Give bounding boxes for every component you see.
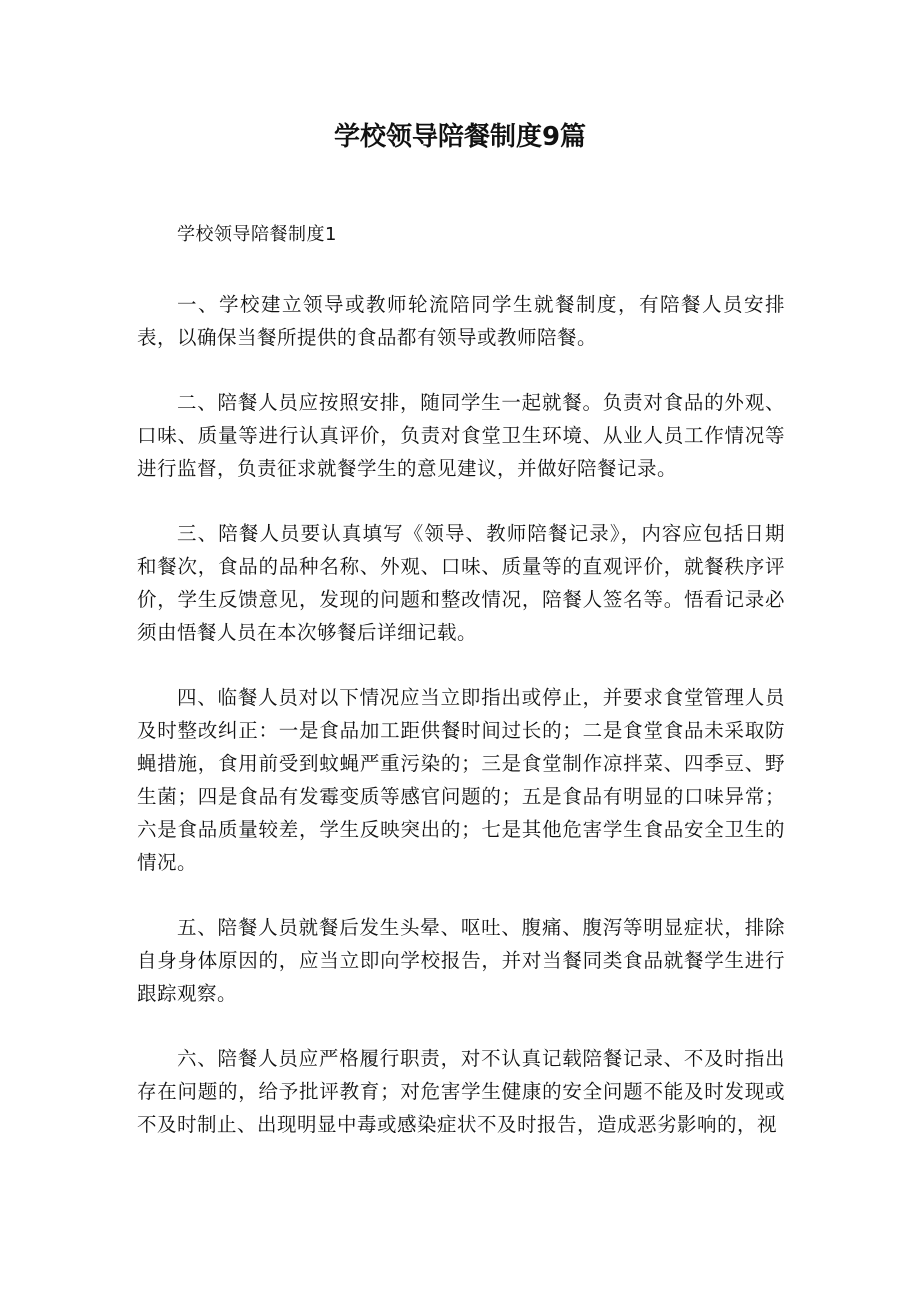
- paragraph-3: 三、陪餐人员要认真填写《领导、教师陪餐记录》，内容应包括日期和餐次，食品的品种名称、外观、口味、质量等的直观评价，就餐秩序评价，学生反馈意见，发现的问题和整改情况，陪餐人签名等。悟看记录必须由悟餐人员在本次够餐后详细记载。: [137, 522, 785, 644]
- paragraph-2: 二、陪餐人员应按照安排，随同学生一起就餐。负责对食品的外观、口味、质量等进行认真评价，负责对食堂卫生环境、从业人员工作情况等进行监督，负责征求就餐学生的意见建议，并做好陪餐记录。: [137, 391, 785, 480]
- document-title: 学校领导陪餐制度9篇: [333, 122, 587, 152]
- paragraph-6: 六、陪餐人员应严格履行职责，对不认真记载陪餐记录、不及时指出存在问题的，给予批评教育；对危害学生健康的安全问题不能及时发现或不及时制止、出现明显中毒或感染症状不及时报告，造成恶劣影响的，视: [137, 1047, 785, 1136]
- paragraph-1: 一、学校建立领导或教师轮流陪同学生就餐制度，有陪餐人员安排表，以确保当餐所提供的食品都有领导或教师陪餐。: [137, 293, 785, 349]
- section-heading: 学校领导陪餐制度1: [177, 224, 337, 245]
- document-body: [137, 218, 785, 1141]
- paragraph-5: 五、陪餐人员就餐后发生头晕、呕吐、腹痛、腹泻等明显症状，排除自身身体原因的，应当立即向学校报告，并对当餐同类食品就餐学生进行跟踪观察。: [137, 916, 785, 1005]
- paragraph-4: 四、临餐人员对以下情况应当立即指出或停止，并要求食堂管理人员及时整改纠正：一是食品加工距供餐时间过长的；二是食堂食品未采取防蝇措施，食用前受到蚊蝇严重污染的；三是食堂制作凉拌菜、四季豆、野生菌；四是食品有发霉变质等感官问题的；五是食品有明显的口味异常；六是食品质量较差，学生反映突出的；七是其他危害学生食品安全卫生的情况。: [137, 686, 785, 874]
